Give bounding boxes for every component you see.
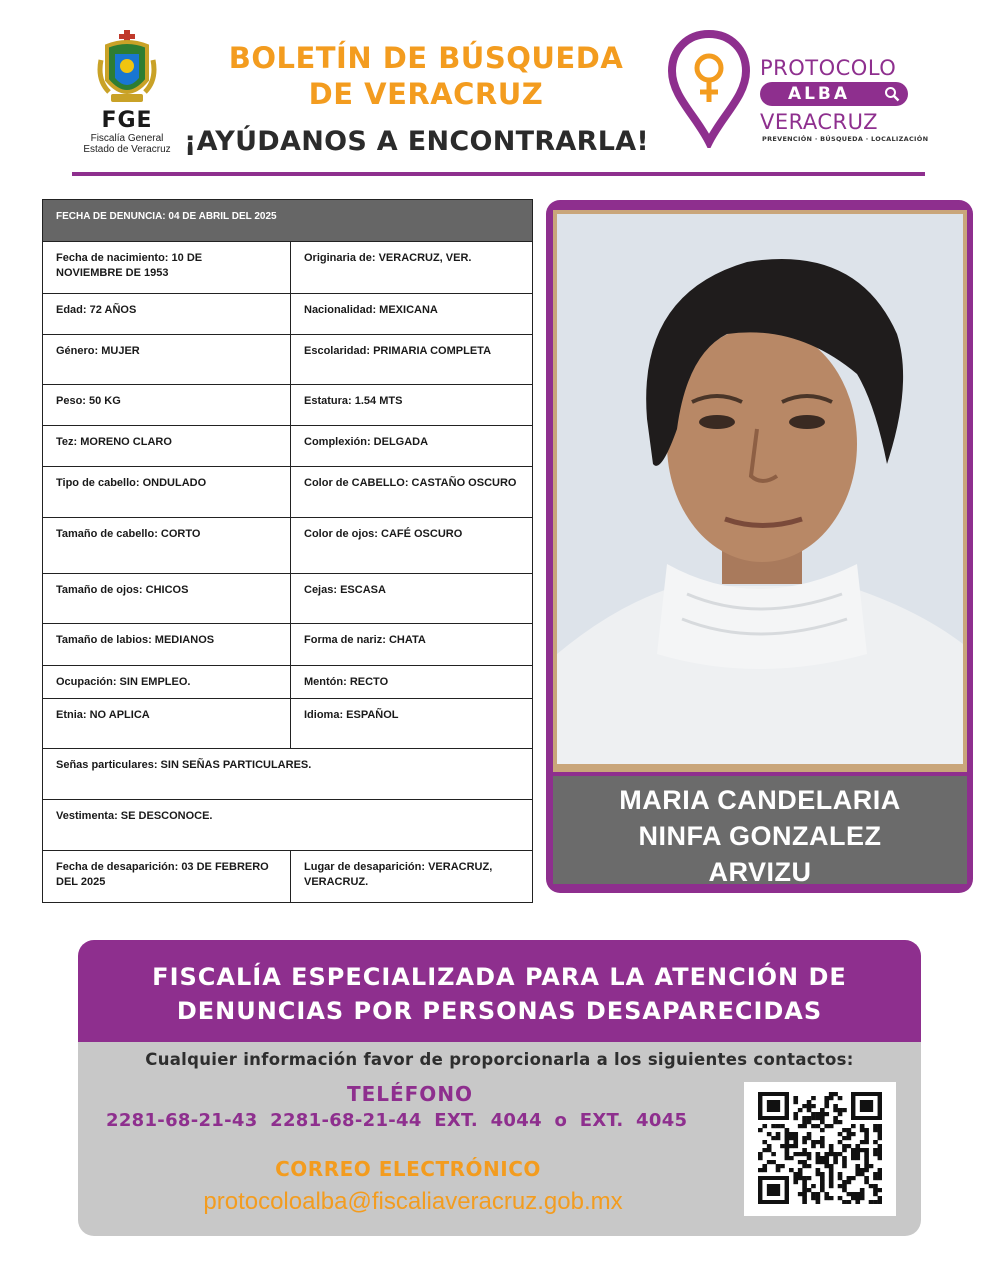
- bulletin-title-line1: BOLETÍN DE BÚSQUEDA: [228, 41, 624, 75]
- qr-code[interactable]: [744, 1082, 896, 1216]
- birth-date-cell: [43, 242, 291, 294]
- disappearance-place-line2: VERACRUZ.: [304, 876, 369, 888]
- disappearance-date-line1: Fecha de desaparición: 03 DE FEBRERO: [56, 861, 269, 873]
- alba-tagline: PREVENCIÓN · BÚSQUEDA · LOCALIZACIÓN: [762, 135, 929, 143]
- phone-number-1[interactable]: 2281-68-21-43: [106, 1110, 258, 1131]
- alba-word-alba: ALBA: [787, 84, 851, 104]
- table-row: [43, 242, 533, 294]
- alba-bar: [760, 82, 908, 106]
- table-row: [43, 335, 533, 385]
- eyebrows-cell: Cejas: ESCASA: [291, 574, 533, 624]
- bulletin-title-line2: DE VERACRUZ: [308, 77, 544, 111]
- person-name-box: [553, 776, 967, 887]
- person-name-line1: MARIA CANDELARIA: [619, 785, 901, 815]
- birth-date-line2: NOVIEMBRE DE 1953: [56, 267, 169, 279]
- person-name-line2: NINFA GONZALEZ: [638, 821, 882, 851]
- search-icon: [884, 86, 900, 102]
- bulletin-title: [200, 40, 652, 112]
- person-name-line3: ARVIZU: [708, 857, 812, 887]
- table-row: [43, 699, 533, 749]
- table-row: [43, 294, 533, 335]
- protocolo-alba-logo: [668, 30, 928, 160]
- fge-name-line2: Estado de Veracruz: [83, 144, 171, 155]
- age-cell: Edad: 72 AÑOS: [43, 294, 291, 335]
- origin-cell: Originaria de: VERACRUZ, VER.: [291, 242, 533, 294]
- phone-numbers: [106, 1110, 687, 1131]
- distinguishing-marks-cell: Señas particulares: SIN SEÑAS PARTICULARES.: [43, 749, 533, 800]
- phone-number-2[interactable]: 2281-68-21-44: [270, 1110, 422, 1131]
- nationality-cell: Nacionalidad: MEXICANA: [291, 294, 533, 335]
- disappearance-date-line2: DEL 2025: [56, 876, 106, 888]
- table-row: [43, 800, 533, 851]
- gender-cell: Género: MUJER: [43, 335, 291, 385]
- disappearance-place-line1: Lugar de desaparición: VERACRUZ,: [304, 861, 493, 873]
- table-row: [43, 426, 533, 467]
- table-row: [43, 666, 533, 699]
- eye-color-cell: Color de ojos: CAFÉ OSCURO: [291, 518, 533, 574]
- eye-size-cell: Tamaño de ojos: CHICOS: [43, 574, 291, 624]
- header-divider: [72, 172, 925, 176]
- alba-word-protocolo: PROTOCOLO: [760, 56, 897, 80]
- disappearance-date-cell: [43, 851, 291, 903]
- occupation-cell: Ocupación: SIN EMPLEO.: [43, 666, 291, 699]
- table-row: [43, 749, 533, 800]
- table-row: [43, 851, 533, 903]
- missing-person-photo: [557, 214, 963, 764]
- weight-cell: Peso: 50 KG: [43, 385, 291, 426]
- hair-type-cell: Tipo de cabello: ONDULADO: [43, 467, 291, 518]
- extension-1: EXT. 4044: [434, 1110, 542, 1131]
- photo-panel: [546, 200, 973, 893]
- hair-color-cell: Color de CABELLO: CASTAÑO OSCURO: [291, 467, 533, 518]
- photo-border: [553, 210, 967, 772]
- person-name: [553, 782, 967, 890]
- fge-logo: [72, 30, 182, 160]
- clothing-cell: Vestimenta: SE DESCONOCE.: [43, 800, 533, 851]
- phone-label: TELÉFONO: [346, 1082, 474, 1106]
- disappearance-place-cell: [291, 851, 533, 903]
- schooling-cell: Escolaridad: PRIMARIA COMPLETA: [291, 335, 533, 385]
- skin-tone-cell: Tez: MORENO CLARO: [43, 426, 291, 467]
- language-cell: Idioma: ESPAÑOL: [291, 699, 533, 749]
- table-row: [43, 200, 533, 242]
- prosecutor-office-line2: DENUNCIAS POR PERSONAS DESAPARECIDAS: [176, 997, 823, 1025]
- contact-section: [78, 1042, 921, 1236]
- table-row: [43, 518, 533, 574]
- fge-name-line1: Fiscalía General: [90, 133, 164, 144]
- prosecutor-office-name: [78, 960, 921, 1028]
- help-us-heading: ¡AYÚDANOS A ENCONTRARLA!: [184, 126, 650, 157]
- report-date: FECHA DE DENUNCIA: 04 DE ABRIL DEL 2025: [43, 200, 533, 242]
- location-pin-female-icon: [668, 30, 750, 148]
- ethnicity-cell: Etnia: NO APLICA: [43, 699, 291, 749]
- qr-code-icon: [758, 1092, 882, 1204]
- missing-person-data-table: [42, 199, 533, 903]
- hair-length-cell: Tamaño de cabello: CORTO: [43, 518, 291, 574]
- alba-word-veracruz: VERACRUZ: [760, 110, 879, 134]
- fge-abbreviation: FGE: [101, 108, 153, 133]
- contact-intro: Cualquier información favor de proporcionarla a los siguientes contactos:: [145, 1050, 854, 1069]
- lip-size-cell: Tamaño de labios: MEDIANOS: [43, 624, 291, 666]
- table-row: [43, 574, 533, 624]
- prosecutor-office-banner: [78, 940, 921, 1042]
- build-cell: Complexión: DELGADA: [291, 426, 533, 467]
- height-cell: Estatura: 1.54 MTS: [291, 385, 533, 426]
- email-label: CORREO ELECTRÓNICO: [275, 1157, 541, 1181]
- extension-2: EXT. 4045: [579, 1110, 688, 1131]
- veracruz-coat-of-arms-icon: [97, 30, 157, 106]
- extension-separator: o: [554, 1110, 568, 1131]
- email-link[interactable]: protocoloalba@fiscaliaveracruz.gob.mx: [203, 1188, 623, 1215]
- nose-shape-cell: Forma de nariz: CHATA: [291, 624, 533, 666]
- table-row: [43, 385, 533, 426]
- table-row: [43, 467, 533, 518]
- birth-date-line1: Fecha de nacimiento: 10 DE: [56, 252, 203, 264]
- prosecutor-office-line1: FISCALÍA ESPECIALIZADA PARA LA ATENCIÓN DE: [152, 963, 847, 991]
- portrait-illustration: [557, 214, 963, 764]
- table-row: [43, 624, 533, 666]
- chin-cell: Mentón: RECTO: [291, 666, 533, 699]
